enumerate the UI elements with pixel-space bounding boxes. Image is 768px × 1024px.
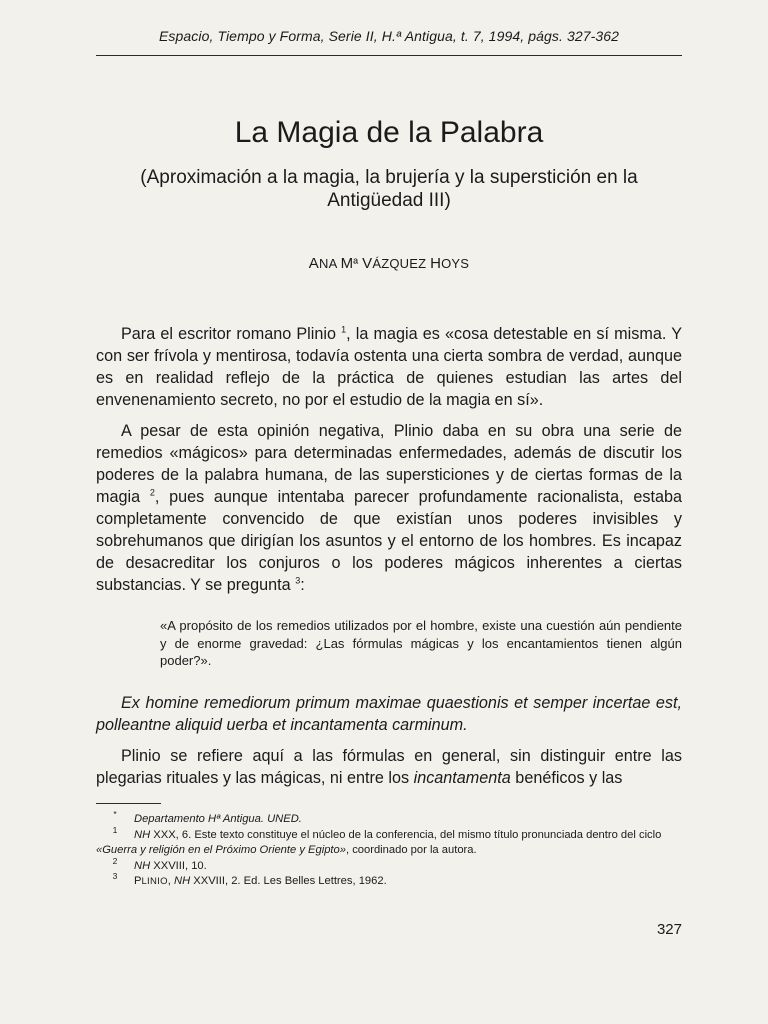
- article-subtitle: (Aproximación a la magia, la brujería y la superstición en la Antigüedad III): [140, 167, 638, 211]
- article-title: La Magia de la Palabra: [234, 116, 544, 149]
- footnote-1: 1 NH XXX, 6. Este texto constituye el núcleo de la conferencia, del mismo título pronunciada dentro del ciclo «Guerra y religión en el Próximo Oriente y Egipto», coordinado por la autora.: [96, 824, 662, 856]
- latin-quote: Ex homine remediorum primum maximae quaestionis et semper incertae est, polleantne aliquid uerba et incantamenta carminum.: [96, 693, 682, 734]
- footnote-ref-2[interactable]: 2: [149, 487, 155, 498]
- footnote-3: 3 PLINIO, NH XXVIII, 2. Ed. Les Belles Lettres, 1962.: [112, 871, 387, 887]
- header-rule: [96, 55, 682, 56]
- footnote-rule: [96, 803, 161, 804]
- body-text: [96, 323, 682, 798]
- running-head: Espacio, Tiempo y Forma, Serie II, H.ª Antigua, t. 7, 1994, págs. 327-362: [158, 28, 620, 44]
- paragraph-1: Para el escritor romano Plinio $^1$, la magia es «cosa detestable en sí misma. Y con ser frívola y mentirosa, todavía ostenta una cierta sombra de verdad, aunque es en realidad reflejo de la práctica de quienes estudian las artes del envenenamiento secreto, no por el estudio de la magia en sí».: [96, 324, 682, 409]
- footnote-2: 2 NH XXVIII, 10.: [112, 855, 207, 872]
- footnote-ref-3[interactable]: 3: [295, 575, 301, 586]
- footnotes: [96, 809, 682, 890]
- footnote-ref-1[interactable]: 1: [341, 324, 347, 335]
- paragraph-2: A pesar de esta opinión negativa, Plinio daba en su obra una serie de remedios «mágicos» para determinadas enfermedades, además de discutir los poderes de la palabra humana, de las supersticiones y de ciertas formas de la magia $^2$, pues aunque intentaba parecer profundamente racionalista, estaba completamente convencido de que existían unos poderes invisibles y sobrehumanos que dirigían los asuntos y el entorno de los hombres. Es incapaz de desacreditar los conjuros o los poderes mágicos inherentes a ciertas substancias. Y se pregunta $^3$:: [96, 422, 682, 594]
- author-name: ANA Mª VÁZQUEZ HOYS: [308, 255, 470, 272]
- block-quote: «A propósito de los remedios utilizados por el hombre, existe una cuestión aún pendiente y de enorme gravedad: ¿Las fórmulas mágicas y los encantamientos tienen algún poder?».: [160, 618, 682, 668]
- footnote-affiliation: * Departamento Hª Antigua. UNED.: [113, 809, 302, 825]
- paragraph-3: Plinio se refiere aquí a las fórmulas en general, sin distinguir entre las plegarias rituales y las mágicas, ni entre los incantamenta benéficos y las: [96, 746, 682, 787]
- page-number: 327: [656, 921, 682, 938]
